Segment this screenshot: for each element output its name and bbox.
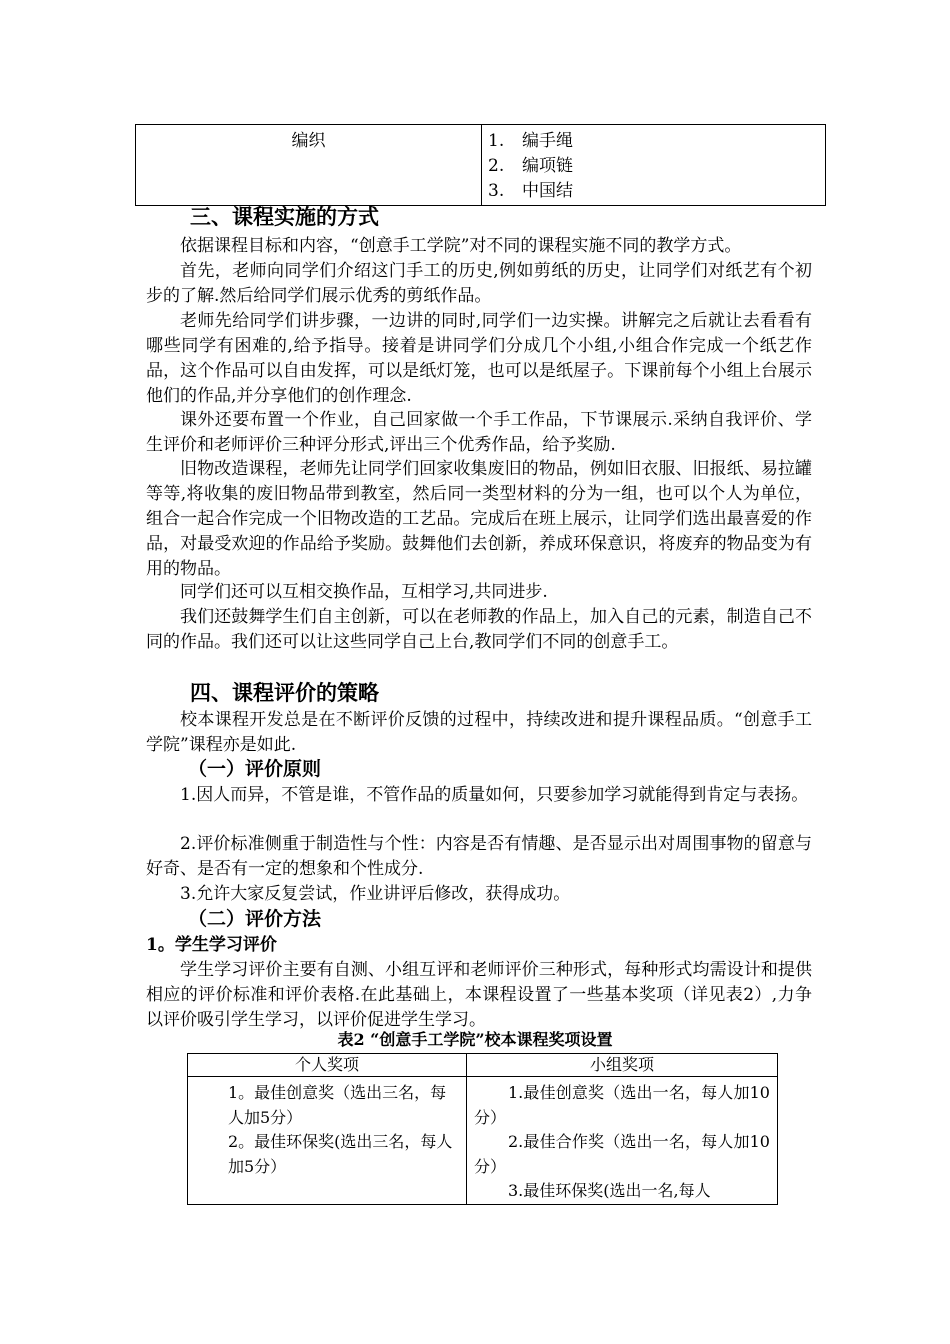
table-caption: 表2 “创意手工学院”校本课程奖项设置 bbox=[337, 1030, 613, 1049]
section-4-heading: 四、课程评价的策略 bbox=[190, 680, 379, 705]
award-item: 1。最佳创意奖（选出三名，每人加5分） bbox=[228, 1083, 447, 1127]
award-item: 2。最佳环保奖(选出三名，每人加5分） bbox=[228, 1132, 453, 1176]
list-item: 1.因人而异，不管是谁，不管作品的质量如何，只要参加学习就能得到肯定与表扬。 bbox=[180, 785, 809, 805]
sub-subsection-heading: 1。学生学习评价 bbox=[146, 935, 277, 955]
table-divider bbox=[481, 125, 482, 205]
table-header-individual: 个人奖项 bbox=[294, 1055, 359, 1074]
list-item: 2.评价标准侧重于制造性与个性：内容是否有情趣、是否显示出对周围事物的留意与好奇、是否有一定的想象和个性成分. bbox=[146, 834, 812, 879]
paragraph: 我们还鼓舞学生们自主创新，可以在老师教的作品上，加入自己的元素，制造自己不同的作品。我们还可以让这些同学自己上台,教同学们不同的创意手工。 bbox=[146, 607, 812, 652]
award-item: 2.最佳合作奖（选出一名，每人加10分） bbox=[474, 1132, 770, 1176]
subsection-heading: （二）评价方法 bbox=[188, 908, 322, 930]
award-item: 3.最佳环保奖(选出一名,每人 bbox=[508, 1181, 711, 1200]
group-awards-cell bbox=[474, 1081, 770, 1204]
list-item: 3.允许大家反复尝试，作业讲评后修改，获得成功。 bbox=[180, 884, 571, 904]
table-category-cell: 编织 bbox=[291, 131, 326, 151]
paragraph: 校本课程开发总是在不断评价反馈的过程中，持续改进和提升课程品质。“创意手工学院”课程亦是如此. bbox=[146, 710, 812, 755]
table-column-rule bbox=[466, 1054, 467, 1204]
paragraph: 首先，老师向同学们介绍这门手工的历史,例如剪纸的历史，让同学们对纸艺有个初步的了解.然后给同学们展示优秀的剪纸作品。 bbox=[146, 261, 812, 306]
paragraph: 课外还要布置一个作业，自己回家做一个手工作品，下节课展示.采纳自我评价、学生评价和老师评价三种评分形式,评出三个优秀作品，给予奖励. bbox=[146, 410, 812, 455]
craft-table bbox=[135, 124, 826, 206]
paragraph: 学生学习评价主要有自测、小组互评和老师评价三种形式，每种形式均需设计和提供相应的评价标准和评价表格.在此基础上，本课程设置了一些基本奖项（详见表2）,力争以评价吸引学生学习，以评价促进学生学习。 bbox=[146, 960, 812, 1030]
paragraph: 旧物改造课程，老师先让同学们回家收集废旧的物品，例如旧衣服、旧报纸、易拉罐等等,将收集的废旧物品带到教室，然后同一类型材料的分为一组，也可以个人为单位，组合一起合作完成一个旧物改造的工艺品。完成后在班上展示，让同学们选出最喜爱的作品，对最受欢迎的作品给予奖励。鼓舞他们去创新，养成环保意识，将废弃的物品变为有用的物品。 bbox=[146, 459, 812, 579]
table-header-rule bbox=[188, 1076, 777, 1077]
list-item: 2. 编项链 bbox=[488, 156, 573, 176]
individual-awards-cell bbox=[228, 1081, 460, 1179]
list-item: 3. 中国结 bbox=[488, 181, 573, 201]
paragraph: 依据课程目标和内容，“创意手工学院”对不同的课程实施不同的教学方式。 bbox=[180, 236, 742, 256]
table-header-group: 小组奖项 bbox=[589, 1055, 654, 1074]
paragraph: 老师先给同学们讲步骤，一边讲的同时,同学们一边实操。讲解完之后就让去看看有哪些同学有困难的,给予指导。接着是讲同学们分成几个小组,小组合作完成一个纸艺作品，这个作品可以自由发挥，可以是纸灯笼，也可以是纸屋子。下课前每个小组上台展示他们的作品,并分享他们的创作理念. bbox=[146, 311, 812, 406]
section-3-heading: 三、课程实施的方式 bbox=[190, 204, 379, 229]
award-item: 1.最佳创意奖（选出一名，每人加10分） bbox=[474, 1083, 770, 1127]
awards-table bbox=[187, 1053, 778, 1205]
paragraph: 同学们还可以互相交换作品，互相学习,共同进步. bbox=[180, 582, 548, 602]
subsection-heading: （一）评价原则 bbox=[188, 758, 322, 780]
table-items-cell bbox=[488, 129, 573, 204]
list-item: 1. 编手绳 bbox=[488, 131, 573, 151]
